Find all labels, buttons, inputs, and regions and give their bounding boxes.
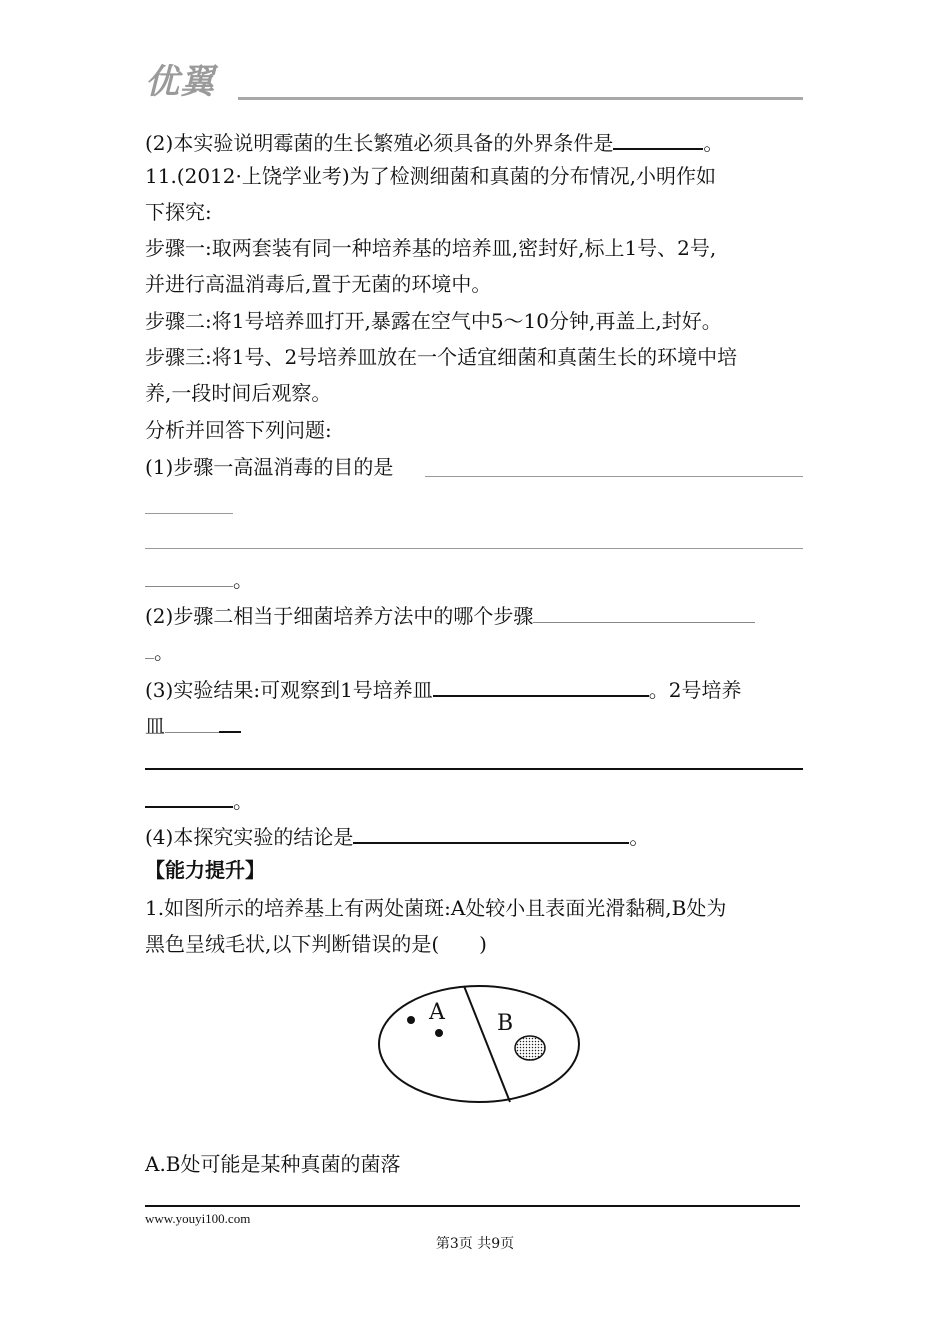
label-a: A <box>429 1000 445 1025</box>
option-a-line: A.B处可能是某种真菌的菌落 <box>145 1152 401 1176</box>
q1-blank-1[interactable] <box>425 476 803 477</box>
q2-blank-2[interactable] <box>145 636 154 659</box>
step1-line-a: 步骤一:取两套装有同一种培养基的培养皿,密封好,标上1号、2号, <box>145 236 717 260</box>
q10-2-blank[interactable] <box>613 126 703 150</box>
q10-2-end: 。 <box>703 131 724 155</box>
q1-line <box>145 453 393 481</box>
step3-line-b: 养,一段时间后观察。 <box>145 381 332 405</box>
step1-line-b: 并进行高温消毒后,置于无菌的环境中。 <box>145 272 492 296</box>
q4-end: 。 <box>629 825 650 849</box>
footer-page-number: 第3页 共9页 <box>435 1236 515 1252</box>
q2-line <box>145 600 755 630</box>
p1-line-a: 1.如图所示的培养基上有两处菌斑:A处较小且表面光滑黏稠,B处为 <box>145 896 727 920</box>
petri-dish-outline <box>379 986 579 1102</box>
q3-blank-2b[interactable] <box>219 709 241 733</box>
q11-intro-line-a: 11.(2012·上饶学业考)为了检测细菌和真菌的分布情况,小明作如 <box>145 164 717 188</box>
q4-text: (4)本探究实验的结论是 <box>145 825 354 849</box>
colony-b-fuzzy <box>515 1036 545 1060</box>
q1-blank-4[interactable] <box>145 564 233 587</box>
petri-dish-diagram <box>375 980 590 1115</box>
analyze-line: 分析并回答下列问题: <box>145 418 332 442</box>
section-heading: 【能力提升】 <box>145 858 265 882</box>
q2-blank-1[interactable] <box>533 600 755 623</box>
q1-end-line <box>145 564 253 594</box>
q3-blank-4[interactable] <box>145 784 233 808</box>
colony-a-dot-1 <box>407 1016 415 1024</box>
q2-end: 。 <box>154 640 174 664</box>
q3-end-line <box>145 784 253 815</box>
q3-blank-3[interactable] <box>145 768 803 770</box>
q4-line <box>145 820 649 851</box>
q1-blank-3[interactable] <box>145 548 803 549</box>
footer-rule <box>145 1205 800 1207</box>
label-b: B <box>497 1011 514 1036</box>
header-rule <box>238 97 803 100</box>
colony-a-dot-2 <box>435 1029 443 1037</box>
step3-line-a: 步骤三:将1号、2号培养皿放在一个适宜细菌和真菌生长的环境中培 <box>145 345 738 369</box>
q3-end: 。 <box>233 789 253 813</box>
footer-url: www.youyi100.com <box>145 1211 251 1226</box>
p1-line-b: 黑色呈绒毛状,以下判断错误的是( ) <box>145 932 487 956</box>
q1-text: (1)步骤一高温消毒的目的是 <box>145 455 394 479</box>
q2-end-line <box>145 636 174 666</box>
q10-2-line <box>145 126 723 157</box>
q1-end: 。 <box>233 568 253 592</box>
q1-blank-2[interactable] <box>145 513 233 514</box>
q10-2-text: (2)本实验说明霉菌的生长繁殖必须具备的外界条件是 <box>145 131 614 155</box>
q2-text: (2)步骤二相当于细菌培养方法中的哪个步骤 <box>145 604 534 628</box>
q3-blank-2[interactable] <box>165 710 219 733</box>
divider-line <box>464 986 510 1102</box>
step2-line: 步骤二:将1号培养皿打开,暴露在空气中5～10分钟,再盖上,封好。 <box>145 309 722 333</box>
logo: 优翼 <box>145 62 215 102</box>
q3-text-b: 皿 <box>145 714 165 738</box>
q11-intro-line-b: 下探究: <box>145 200 212 224</box>
q3-line-b <box>145 709 241 740</box>
q3-line-a <box>145 673 742 704</box>
q4-blank[interactable] <box>353 820 629 844</box>
q3-text-mid: 。2号培养 <box>648 678 742 702</box>
q3-text-a: (3)实验结果:可观察到1号培养皿 <box>145 678 433 702</box>
q3-blank-1[interactable] <box>433 673 649 697</box>
